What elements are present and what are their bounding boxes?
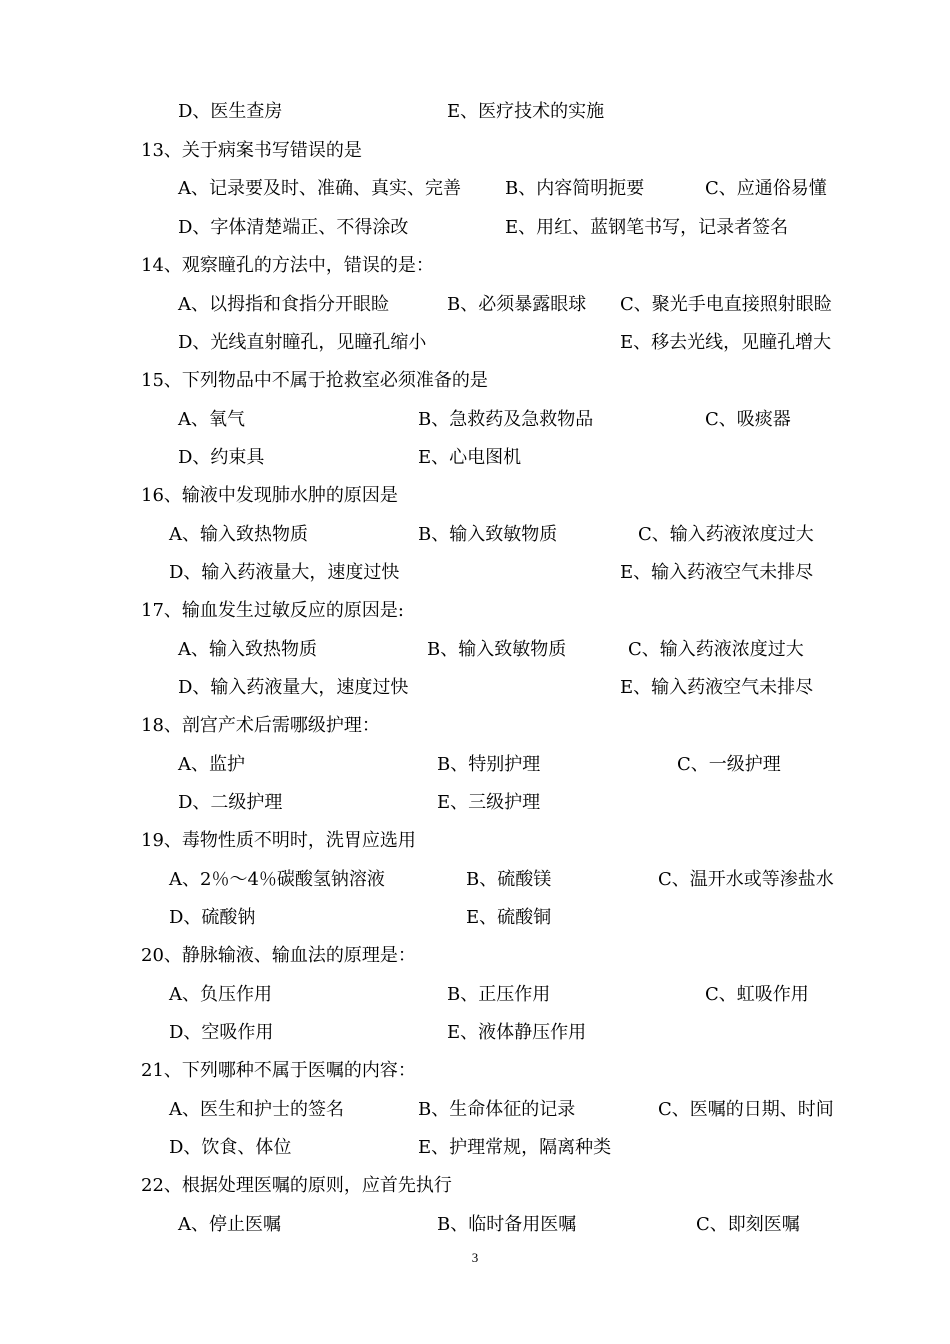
option-b: B、临时备用医嘱 xyxy=(437,1214,577,1235)
option-b: B、输入致敏物质 xyxy=(418,524,558,545)
option-b: B、急救药及急救物品 xyxy=(418,409,594,430)
option-a: A、以拇指和食指分开眼睑 xyxy=(178,294,389,315)
option-c: C、一级护理 xyxy=(677,754,781,775)
option-c: C、即刻医嘱 xyxy=(696,1214,800,1235)
option-d: D、约束具 xyxy=(178,447,265,468)
option-c: C、吸痰器 xyxy=(705,409,791,430)
option-c: C、应通俗易懂 xyxy=(705,178,827,199)
option-b: B、特别护理 xyxy=(437,754,541,775)
option-c: C、输入药液浓度过大 xyxy=(638,524,814,545)
option-b: B、硫酸镁 xyxy=(466,869,552,890)
option-a: A、2％～4％碳酸氢钠溶液 xyxy=(169,869,385,890)
option-a: A、氧气 xyxy=(178,409,245,430)
option-d: D、字体清楚端正、不得涂改 xyxy=(178,217,409,238)
option-c: C、医嘱的日期、时间 xyxy=(658,1099,834,1120)
question-text: 20、静脉输液、输血法的原理是： xyxy=(141,945,416,966)
option-d: D、空吸作用 xyxy=(169,1022,274,1043)
page-number: 3 xyxy=(471,1250,479,1265)
option-d: D、光线直射瞳孔，见瞳孔缩小 xyxy=(178,332,427,353)
option-a: A、医生和护士的签名 xyxy=(169,1099,344,1120)
option-e: E、三级护理 xyxy=(437,792,541,813)
option-a: A、负压作用 xyxy=(169,984,272,1005)
option-e: E、心电图机 xyxy=(418,447,522,468)
option-e: E、护理常规，隔离种类 xyxy=(418,1137,612,1158)
question-text: 19、毒物性质不明时，洗胃应选用 xyxy=(141,830,416,851)
option-d: D、输入药液量大，速度过快 xyxy=(178,677,409,698)
option-b: B、必须暴露眼球 xyxy=(447,294,587,315)
option-a: A、监护 xyxy=(178,754,245,775)
option-a: A、记录要及时、准确、真实、完善 xyxy=(178,178,461,199)
question-text: 22、根据处理医嘱的原则，应首先执行 xyxy=(141,1175,452,1196)
option-c: C、温开水或等渗盐水 xyxy=(658,869,834,890)
option-d: D、医生查房 xyxy=(178,101,283,122)
option-b: B、内容简明扼要 xyxy=(505,178,645,199)
question-text: 14、观察瞳孔的方法中，错误的是： xyxy=(141,255,434,276)
option-d: D、二级护理 xyxy=(178,792,283,813)
question-text: 15、下列物品中不属于抢救室必须准备的是 xyxy=(141,370,488,391)
option-c: C、虹吸作用 xyxy=(705,984,809,1005)
option-b: B、正压作用 xyxy=(447,984,551,1005)
option-e: E、医疗技术的实施 xyxy=(447,101,605,122)
option-e: E、输入药液空气未排尽 xyxy=(620,562,814,583)
option-a: A、输入致热物质 xyxy=(178,639,317,660)
option-c: C、聚光手电直接照射眼睑 xyxy=(620,294,832,315)
question-text: 21、下列哪种不属于医嘱的内容： xyxy=(141,1060,416,1081)
option-e: E、输入药液空气未排尽 xyxy=(620,677,814,698)
question-text: 16、输液中发现肺水肿的原因是 xyxy=(141,485,398,506)
option-d: D、饮食、体位 xyxy=(169,1137,292,1158)
question-text: 17、输血发生过敏反应的原因是: xyxy=(141,600,404,621)
question-text: 18、剖宫产术后需哪级护理： xyxy=(141,715,380,736)
option-e: E、硫酸铜 xyxy=(466,907,552,928)
option-d: D、输入药液量大，速度过快 xyxy=(169,562,400,583)
question-text: 13、关于病案书写错误的是 xyxy=(141,140,362,161)
option-d: D、硫酸钠 xyxy=(169,907,256,928)
option-a: A、输入致热物质 xyxy=(169,524,308,545)
option-b: B、输入致敏物质 xyxy=(427,639,567,660)
option-b: B、生命体征的记录 xyxy=(418,1099,576,1120)
option-a: A、停止医嘱 xyxy=(178,1214,281,1235)
option-e: E、用红、蓝钢笔书写，记录者签名 xyxy=(505,217,789,238)
option-e: E、移去光线，见瞳孔增大 xyxy=(620,332,832,353)
option-e: E、液体静压作用 xyxy=(447,1022,587,1043)
option-c: C、输入药液浓度过大 xyxy=(628,639,804,660)
